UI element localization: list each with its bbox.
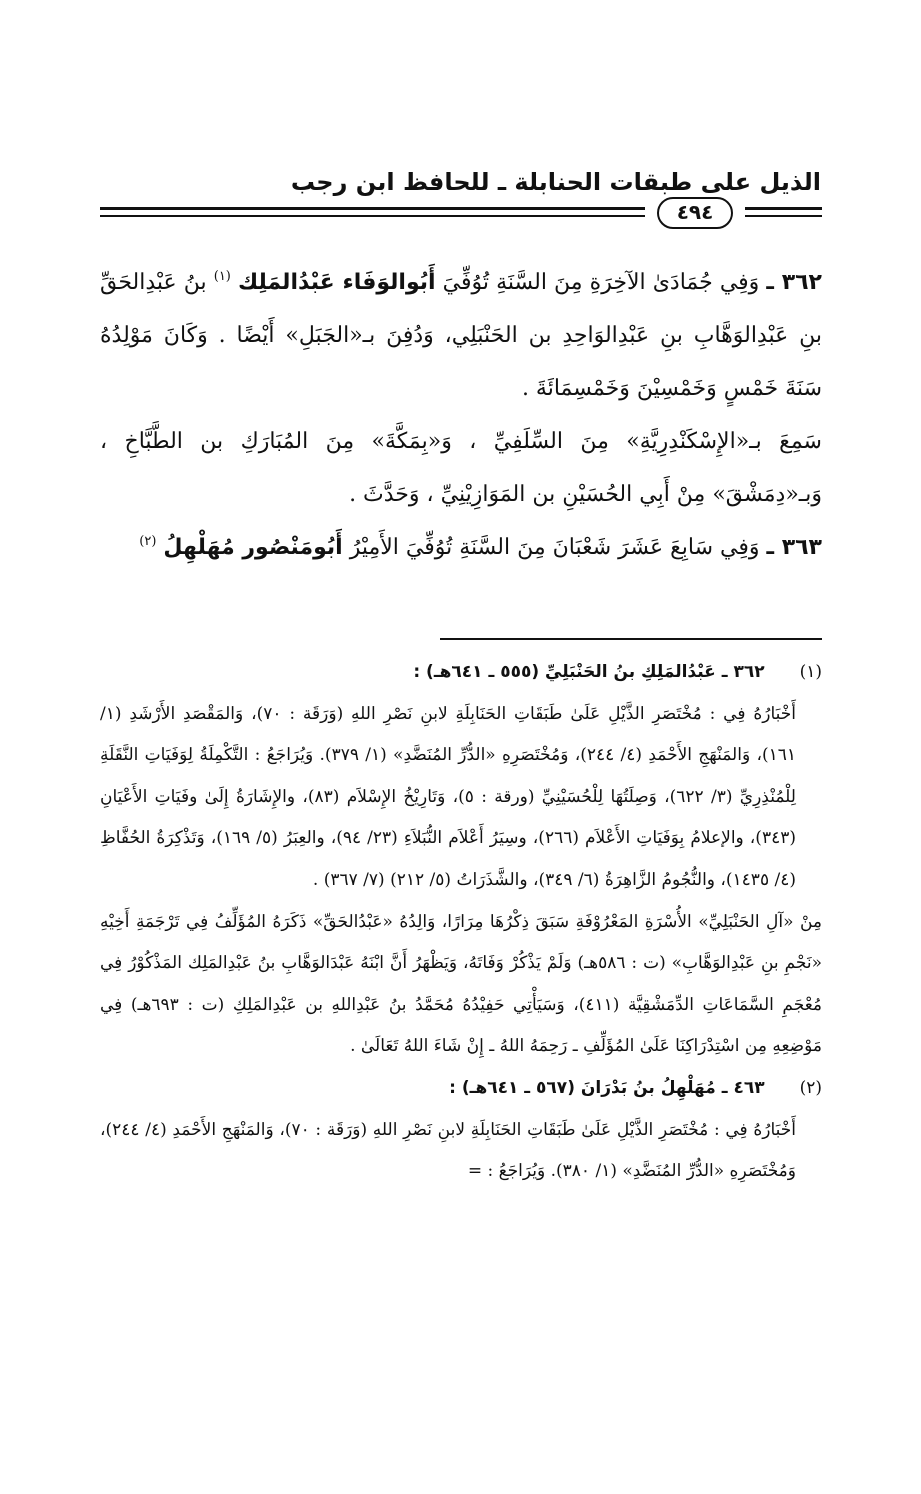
- footnote-heading: ٤٦٣ ـ مُهَلْهِلُ بنُ بَدْرَانَ (٥٦٧ ـ ٦٤١هـ) :: [449, 1077, 765, 1098]
- header-rule-left-top: [100, 207, 645, 210]
- entry-text: وَفِي سَابِعَ عَشَرَ شَعْبَانَ مِنَ السَّنَةِ تُوُفِّيَ الأَمِيْرُ: [349, 535, 760, 560]
- footnote-1-heading: [100, 652, 822, 694]
- running-header-title: الذيل على طبقات الحنابلة ـ للحافظ ابن رجب: [290, 168, 821, 196]
- entry-362-paragraph-2: [100, 415, 822, 521]
- footnote-mark: (١): [799, 662, 822, 682]
- footnote-1-body: أَخْبَارُهُ فِي : مُخْتَصَرِ الذَّيْلِ عَلَىٰ طَبَقَاتِ الحَنَابِلَةِ لابنِ نَصْرِ اللهِ (وَرَقَة : ٧٠)، وَالمَقْصَدِ الأَرْشَدِ (١/ ١٦١)، وَالمَنْهَجِ الأَحْمَدِ (٤/ ٢٤٤)، وَمُخْتَصَرِهِ «الدُّرِّ المُنَضَّدِ» (١/ ٣٧٩). وَيُرَاجَعُ : التَّكْمِلَةُ لِوَفَيَاتِ النَّقَلَةِ لِلْمُنْذِرِيِّ (٣/ ٦٢٢)، وَصِلَتُهَا لِلْحُسَيْنِيِّ (ورقة : ٥)، وَتَارِيْخُ الإِسْلاَم (٨٣)، والإِشَارَةُ إِلَىٰ وفَيَاتِ الأَعْيَانِ (٣٤٣)، والإعلامُ بِوَفَيَاتِ الأَعْلاَم (٢٦٦)، وسِيَرُ أَعْلاَم النُّبَلاَءِ (٢٣/ ٩٤)، والعِبَرُ (٥/ ١٦٩)، وَتَذْكِرَةُ الحُفَّاظِ (٤/ ١٤٣٥)، والنُّجُومُ الزَّاهِرَةُ (٦/ ٣٤٩)، والشَّذَرَاتُ (٥/ ٢١٢) (٧/ ٣٦٧) .: [100, 703, 796, 890]
- entry-text: سَمِعَ بـ«الإِسْكَنْدِرِيَّةِ» مِنَ السِّلَفِيِّ ، وَ«بِمَكَّةَ» مِنَ المُبَارَكِ بن الطَّبَّاخِ ، وَبـ«دِمَشْقَ» مِنْ أَبِي الحُسَيْنِ بن المَوَازِيْنِيِّ ، وَحَدَّثَ .: [100, 429, 822, 507]
- footnote-2-heading: [100, 1068, 822, 1110]
- header-rule-right-top: [745, 207, 822, 210]
- main-text: [100, 256, 822, 574]
- footnote-separator: [440, 638, 822, 640]
- footnote-heading: ٣٦٢ ـ عَبْدُالمَلِكِ بنُ الحَنْبَلِيِّ (٥٥٥ ـ ٦٤١هـ) :: [413, 662, 765, 682]
- entry-text: بنُ عَبْدِالحَقِّ بنِ عَبْدِالوَهَّابِ بنِ عَبْدِالوَاحِدِ بن الحَنْبَلِي، وَدُفِنَ بـ«الجَبَلِ» أَيْضًا . وَكَانَ مَوْلِدُهُ سَنَةَ خَمْسٍ وَخَمْسِيْنَ وَخَمْسِمَائَةَ .: [100, 270, 822, 401]
- person-name: أَبُومَنْصُور مُهَلْهِلُ: [163, 535, 343, 560]
- footnote-1-body-2: مِنْ «آلِ الحَنْبَلِيِّ» الأُسْرَةِ المَعْرُوْفَةِ سَبَقَ ذِكْرُهَا مِرَارًا، وَالِدُهُ «عَبْدُالحَقِّ» ذَكَرَهُ المُؤَلِّفُ فِي تَرْجَمَةِ أَخِيْهِ «نَجْمِ بنِ عَبْدِالوَهَّابِ» (ت : ٥٨٦هـ) وَلَمْ يَذْكُرْ وَفَاتَهُ، وَيَظْهَرُ أَنَّ ابْنَهُ عَبْدَالوَهَّابِ بنُ عَبْدِالمَلِك المَذْكُوْرُ فِي مُعْجَمِ السَّمَاعَاتِ الدِّمَشْقِيَّة (٤١١)، وَسَيَأْتِي حَفِيْدُهُ مُحَمَّدُ بنُ عَبْدِاللهِ بن عَبْدِالمَلِكِ (ت : ٦٩٣هـ) فِي مَوْضِعِهِ مِن اسْتِدْرَاكِنَا عَلَىٰ المُؤَلِّفِ ـ رَحِمَهُ اللهُ ـ إِنْ شَاءَ اللهُ تَعَالَىٰ .: [100, 911, 823, 1057]
- page-number: ٤٩٤: [657, 197, 733, 229]
- entry-number: ٣٦٢ ـ: [766, 270, 822, 295]
- header-rule-left-bottom: [100, 215, 645, 217]
- footnote-2-body: أَخْبَارُهُ فِي : مُخْتَصَرِ الذَّيْلِ عَلَىٰ طَبَقَاتِ الحَنَابِلَةِ لابنِ نَصْرِ اللهِ (وَرَقَة : ٧٠)، وَالمَنْهَجِ الأَحْمَدِ (٤/ ٢٤٤)، وَمُخْتَصَرِهِ «الدُّرِّ المُنَضَّدِ» (١/ ٣٨٠). وَيُرَاجَعُ : =: [100, 1119, 797, 1182]
- footnote-ref: (١): [213, 269, 231, 284]
- entry-362-paragraph: [100, 256, 822, 415]
- footnotes: [100, 652, 822, 1193]
- entry-363-paragraph: [100, 521, 822, 574]
- header-rule-right-bottom: [745, 215, 822, 217]
- person-name: أَبُوالوَفَاء عَبْدُالمَلِك: [237, 270, 436, 295]
- footnote-mark: (٢): [799, 1077, 822, 1098]
- entry-number: ٣٦٣ ـ: [766, 535, 822, 560]
- footnote-ref: (٢): [139, 534, 157, 549]
- entry-text: وَفِي جُمَادَىٰ الآخِرَةِ مِنَ السَّنَةِ تُوُفِّيَ: [442, 270, 760, 295]
